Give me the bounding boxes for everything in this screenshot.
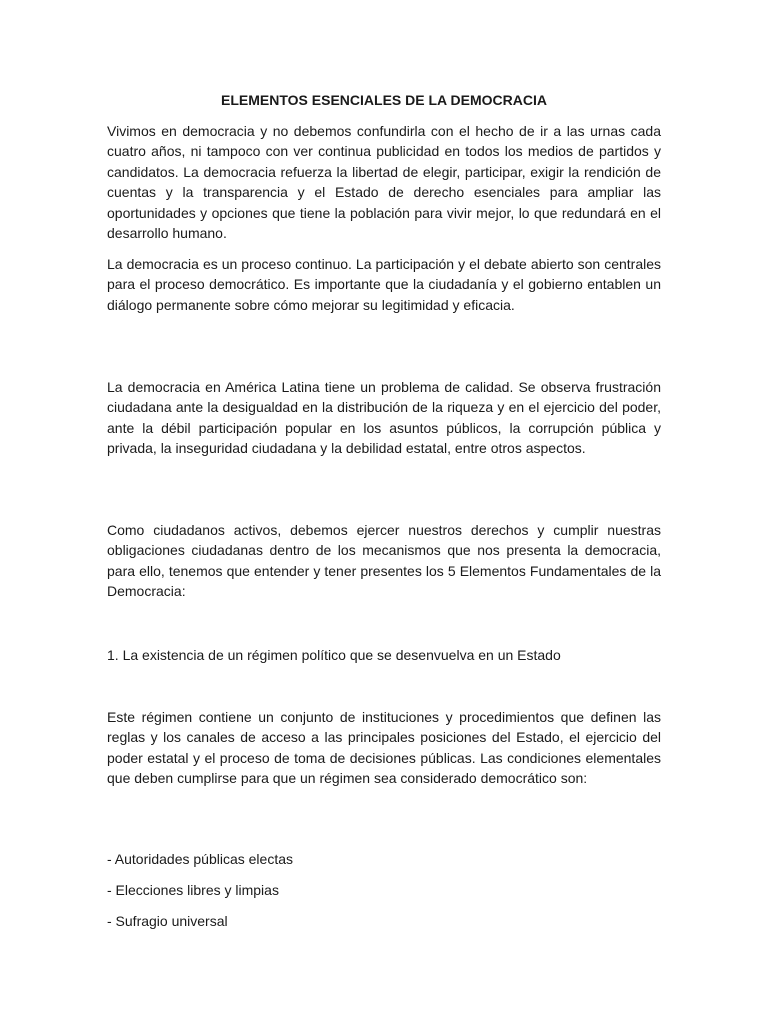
paragraph-latin-america: La democracia en América Latina tiene un problema de calidad. Se observa frustración ciudadana ante la desigualdad en la distribución de la riqueza y en el ejercicio del poder, ante la débil participación popular en los asuntos públicos, la corrupción pública y privada, la inseguridad ciudadana y la debilidad estatal, entre otros aspectos. (107, 379, 661, 457)
document-title: ELEMENTOS ESENCIALES DE LA DEMOCRACIA (221, 92, 547, 108)
element-heading-1: 1. La existencia de un régimen político que se desenvuelva en un Estado (107, 647, 561, 663)
paragraph-continuous-process: La democracia es un proceso continuo. La participación y el debate abierto son centrales para el proceso democrático. Es importante que la ciudadanía y el gobierno entablen un diálogo permanente sobre cómo mejorar su legitimidad y eficacia. (107, 256, 661, 313)
paragraph-regime: Este régimen contiene un conjunto de instituciones y procedimientos que definen las reglas y los canales de acceso a las principales posiciones del Estado, el ejercicio del poder estatal y el proceso de toma de decisiones públicas. Las condiciones elementales que deben cumplirse para que un régimen sea considerado democrático son: (107, 709, 661, 787)
paragraph-active-citizens: Como ciudadanos activos, debemos ejercer nuestros derechos y cumplir nuestras obligaciones ciudadanas dentro de los mecanismos que nos presenta la democracia, para ello, tenemos que entender y tener presentes los 5 Elementos Fundamentales de la Democracia: (107, 522, 661, 600)
list-item-elected-authorities: - Autoridades públicas electas (107, 851, 293, 867)
list-item-free-elections: - Elecciones libres y limpias (107, 882, 279, 898)
paragraph-intro: Vivimos en democracia y no debemos confundirla con el hecho de ir a las urnas cada cuatro años, ni tampoco con ver continua publicidad en todos los medios de partidos y candidatos. La democracia refuerza la libertad de elegir, participar, exigir la rendición de cuentas y la transparencia y el Estado de derecho esenciales para ampliar las oportunidades y opciones que tiene la población para vivir mejor, lo que redundará en el desarrollo humano. (107, 123, 661, 242)
list-item-universal-suffrage: - Sufragio universal (107, 913, 228, 929)
